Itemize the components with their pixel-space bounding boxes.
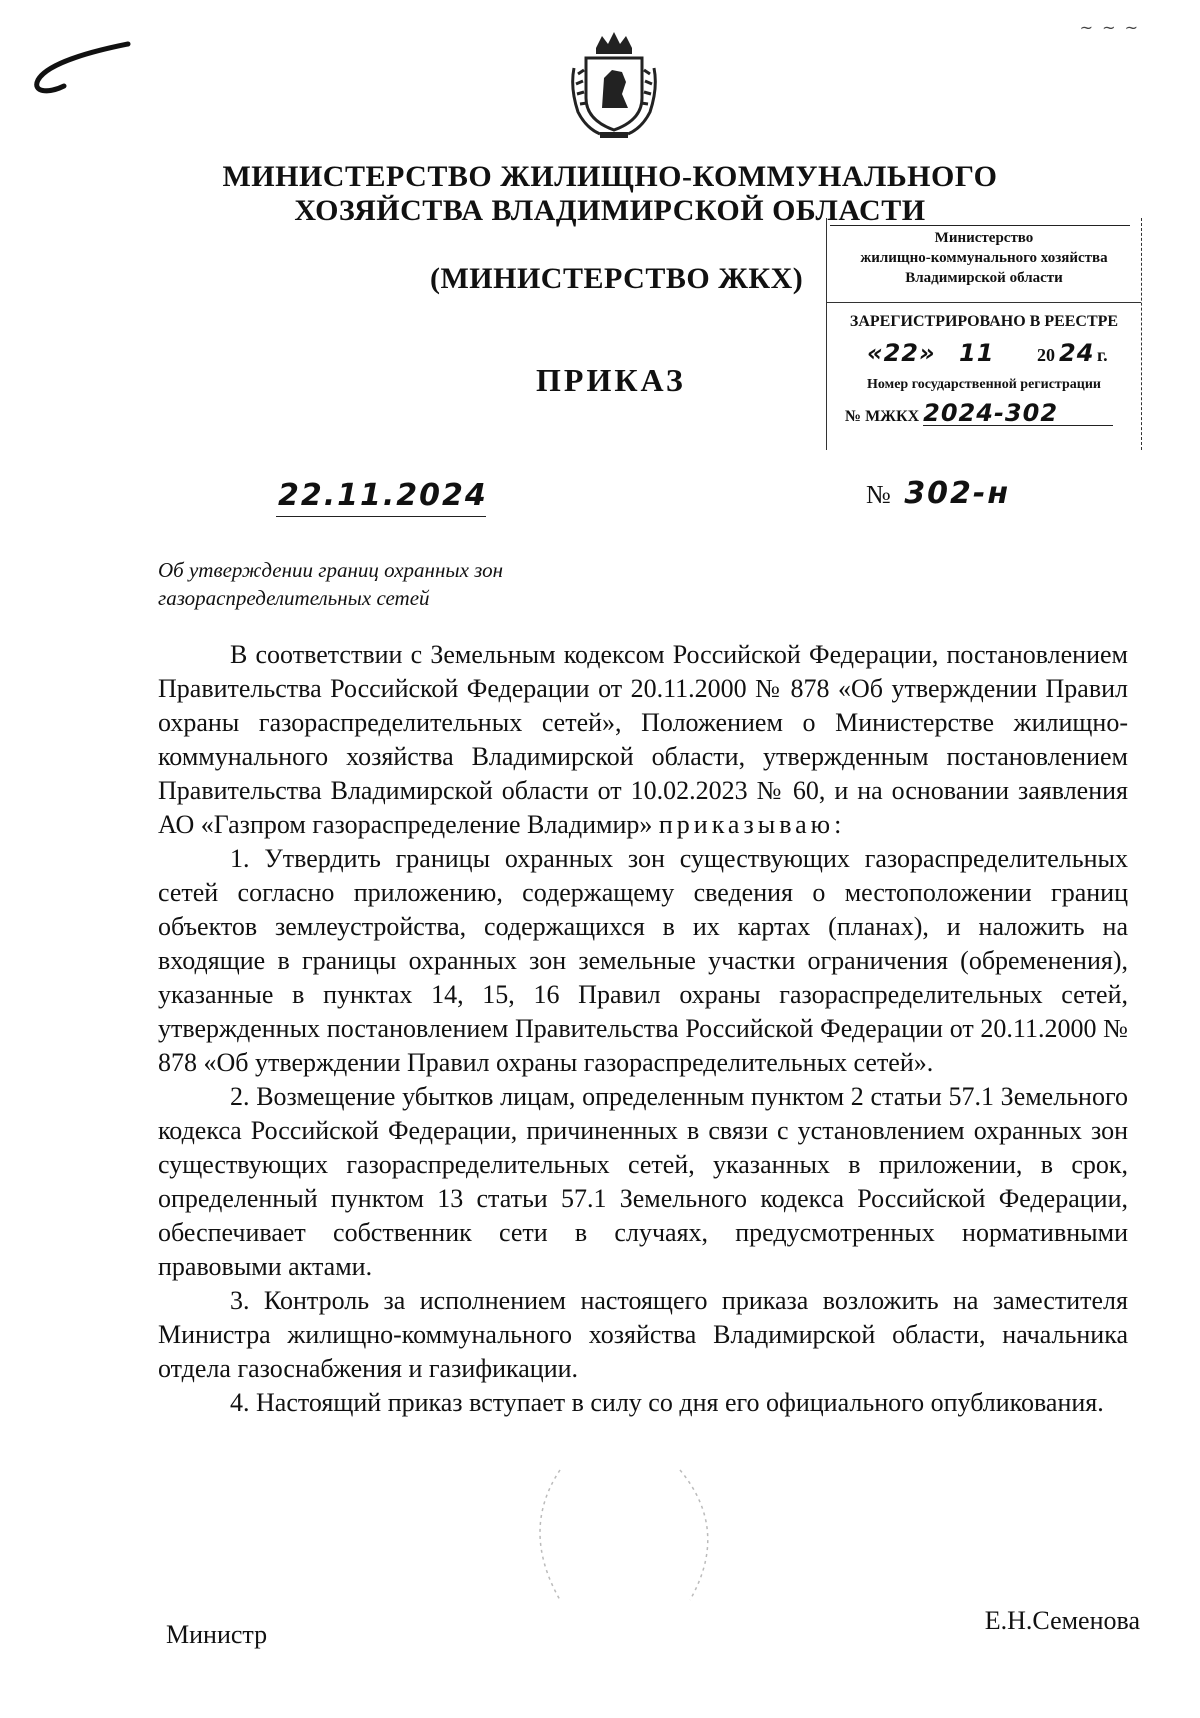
signatory-name: Е.Н.Семенова [984,1606,1140,1635]
corner-scribble: ~ ~ ~ [1079,18,1140,37]
document-type-title: ПРИКАЗ [536,362,686,398]
item-4: 4. Настоящий приказ вступает в силу со дня его официального опубликования. [230,1388,1104,1417]
order-date-underline [276,516,486,517]
stamp-divider [827,302,1141,303]
stamp-gosreg-label: Номер государственной регистрации [867,377,1101,392]
item-3: 3. Контроль за исполнением настоящего приказа возложить на заместителя Министра жилищно-коммунального хозяйства Владимирской области, начальника отдела газоснабжения и газификации. [158,1286,1128,1383]
stamp-number-value: 2024-302 [923,399,1059,427]
order-body [158,638,1128,1420]
preamble-order-word: приказываю: [658,810,846,839]
paper-clip-mark-icon [28,36,138,96]
order-subject: Об утверждении границ охранных зон газораспределительных сетей [158,558,504,610]
registration-stamp [826,218,1142,450]
item-2: 2. Возмещение убытков лицам, определенным пунктом 2 статьи 57.1 Земельного кодекса Российской Федерации, причиненных в связи с установлением охранных зон существующих газораспределительных сетей, указанных в приложении, в срок, определенный пунктом 13 статьи 57.1 Земельного кодекса Российской Федерации, обеспечивает собственник сети в случаях, предусмотренных нормативными правовыми актами. [158,1082,1128,1281]
coat-of-arms-icon [566,28,662,140]
stamp-org-line3: Владимирской области [905,270,1063,286]
stamp-number-prefix: № МЖКХ [845,408,920,425]
stamp-date-g: г. [1097,345,1108,365]
item-1: 1. Утвердить границы охранных зон существующих газораспределительных сетей согласно приложению, содержащему сведения о местоположении границ объектов землеустройства, содержащихся в их картах (планах), и наложить на входящие в границы охранных зон земельные участки ограничения (обременения), указанные в пунктах 14, 15, 16 Правил охраны газораспределительных сетей, утвержденных постановлением Правительства Российской Федерации от 20.11.2000 № 878 «Об утверждении Правил охраны газораспределительных сетей». [158,844,1128,1077]
stamp-number-underline [923,425,1113,426]
order-number-label: № [866,480,891,509]
preamble-text: В соответствии с Земельным кодексом Российской Федерации, постановлением Правительства Российской Федерации от 20.11.2000 № 878 «Об утверждении Правил охраны газораспределительных сетей», Положением о Министерстве жилищно-коммунального хозяйства Владимирской области, утвержденным постановлением Правительства Владимирской области от 10.02.2023 № 60, и на основании заявления АО «Газпром газораспределение Владимир» [158,640,1128,839]
stamp-reg-number [827,399,1141,427]
preamble-paragraph [158,638,1128,842]
stamp-date-day: «22» [867,339,936,367]
stamp-date-year-prefix: 20 [1037,345,1055,365]
stamp-organization [827,218,1141,288]
stamp-date [827,339,1141,373]
ministry-title-line1: МИНИСТЕРСТВО ЖИЛИЩНО-КОММУНАЛЬНОГО [222,160,998,193]
stamp-date-year-suffix: 24 [1059,339,1095,367]
stamp-org-line1: Министерство [934,230,1034,246]
order-date: 22.11.2024 [278,478,488,513]
ministry-title-line2-text: ХОЗЯЙСТВА ВЛАДИМИРСКОЙ ОБЛАСТИ [294,194,926,227]
stamp-registered-label: ЗАРЕГИСТРИРОВАНО В РЕЕСТРЕ [849,313,1119,330]
order-number-value: 302-н [904,476,1011,511]
stamp-org-line2: жилищно-коммунального хозяйства [860,250,1108,266]
order-number [866,476,1010,511]
signatory-title: Министр [166,1620,268,1649]
ministry-short-name: (МИНИСТЕРСТВО ЖКХ) [430,262,804,295]
faint-seal-trace [500,1450,760,1610]
stamp-date-month: 11 [959,339,995,367]
